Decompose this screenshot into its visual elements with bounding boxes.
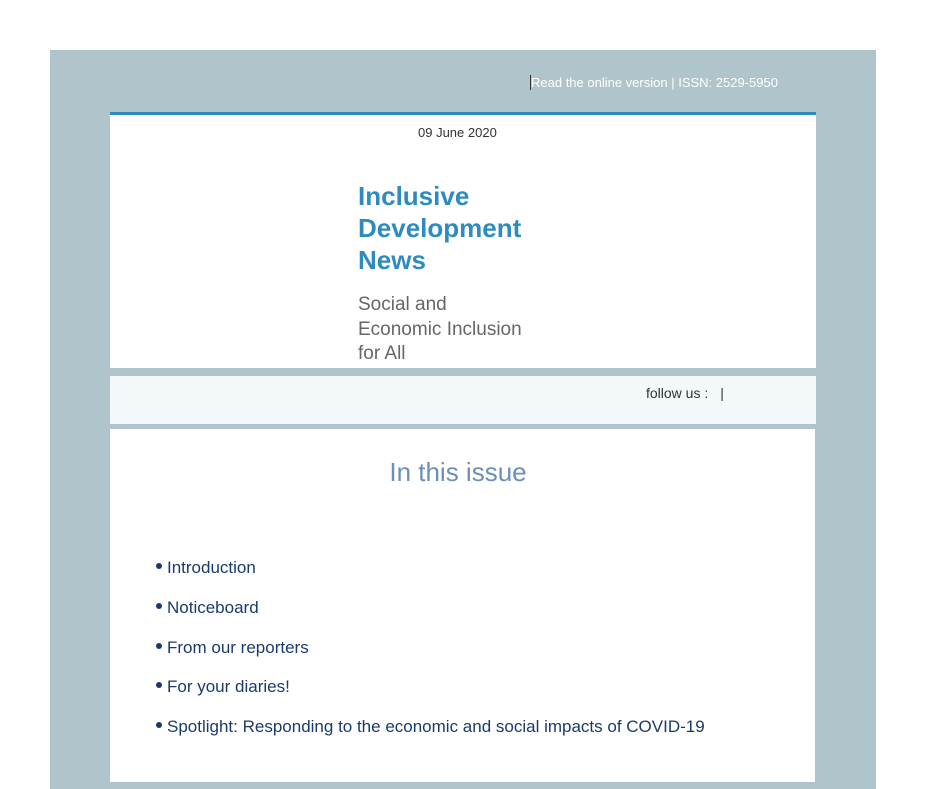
bullet-icon <box>156 682 162 688</box>
topbar <box>530 75 778 90</box>
follow-us <box>646 385 724 401</box>
toc-item <box>156 598 705 618</box>
toc-link-noticeboard[interactable]: Noticeboard <box>167 597 259 617</box>
issn-label: ISSN: 2529-5950 <box>678 75 778 90</box>
toc-item <box>156 638 705 658</box>
follow-label: follow us : <box>646 385 709 401</box>
toc-item <box>156 717 705 737</box>
bullet-icon <box>156 643 162 649</box>
newsletter-subtitle: Social and Economic Inclusion for All <box>358 294 522 364</box>
bullet-icon <box>156 563 162 569</box>
toc-link-introduction[interactable]: Introduction <box>167 558 256 577</box>
toc-item <box>156 558 705 578</box>
newsletter-title: Inclusive Development News <box>358 181 522 275</box>
toc-link-reporters[interactable]: From our reporters <box>167 637 309 657</box>
topbar-separator: | <box>667 75 679 90</box>
in-this-issue-heading: In this issue <box>389 457 527 487</box>
bullet-icon <box>156 722 162 728</box>
follow-separator: | <box>720 385 724 401</box>
toc-link-diaries[interactable]: For your diaries! <box>167 677 290 697</box>
toc-item <box>156 677 705 697</box>
online-version-link[interactable]: Read the online version <box>531 75 668 90</box>
table-of-contents <box>156 558 705 757</box>
bullet-icon <box>156 603 162 609</box>
toc-link-spotlight[interactable]: Spotlight: Responding to the economic and social impacts of COVID-19 <box>167 717 705 736</box>
issue-date: 09 June 2020 <box>418 125 497 140</box>
